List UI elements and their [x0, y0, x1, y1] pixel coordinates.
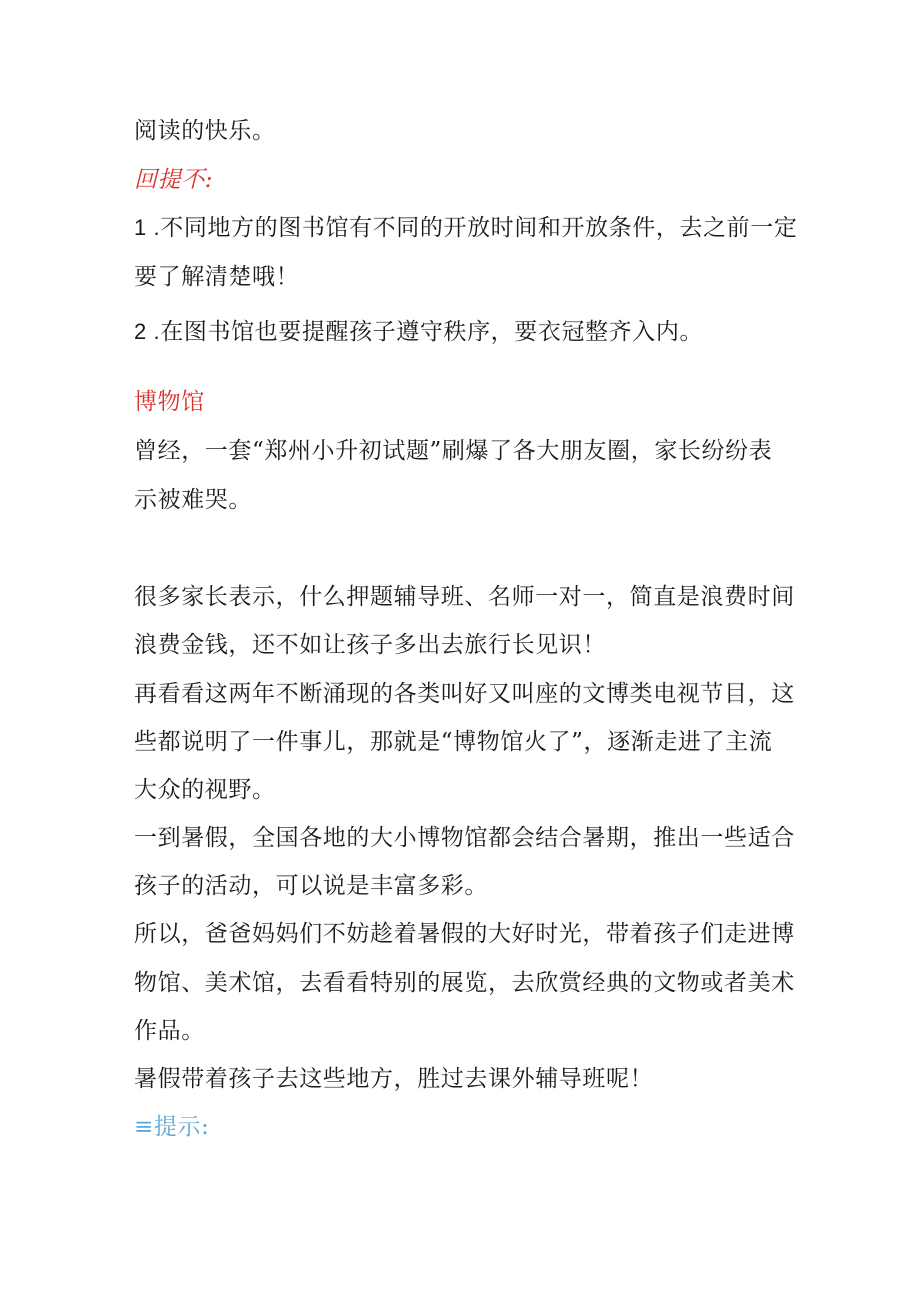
list-item-2: [134, 317, 703, 347]
list-number: 2 .: [134, 319, 161, 344]
paragraph-line: 些都说明了一件事儿，那就是“博物馆火了”，逐渐走进了主流: [134, 729, 773, 755]
list-item-1: [134, 213, 797, 243]
paragraph-line: 一到暑假，全国各地的大小博物馆都会结合暑期，推出一些适合: [134, 825, 795, 851]
list-number: 1 .: [134, 215, 161, 240]
paragraph-line: 孩子的活动，可以说是丰富多彩。: [134, 873, 488, 899]
paragraph-line: 作品。: [134, 1018, 205, 1044]
paragraph-line: 暑假带着孩子去这些地方，胜过去课外辅导班呢！: [134, 1066, 654, 1092]
tip-heading-blue: ≡提示:: [134, 1114, 210, 1140]
paragraph-line: 所以，爸爸妈妈们不妨趁着暑假的大好时光，带着孩子们走进博: [134, 921, 795, 947]
section-heading-museum: 博物馆: [134, 389, 205, 415]
paragraph-line: 浪费金钱，还不如让孩子多出去旅行长见识！: [134, 632, 606, 658]
paragraph-line: 阅读的快乐。: [134, 118, 276, 144]
paragraph-line: 很多家长表示，什么押题辅导班、名师一对一，简直是浪费时间: [134, 584, 795, 610]
list-item-1-continuation: 要了解清楚哦！: [134, 264, 300, 290]
tip-heading: 回提不:: [134, 167, 214, 193]
paragraph-line: 大众的视野。: [134, 777, 276, 803]
list-item-text: 不同地方的图书馆有不同的开放时间和开放条件，去之前一定: [160, 215, 798, 241]
list-item-text: 在图书馆也要提醒孩子遵守秩序，要衣冠整齐入内。: [160, 319, 704, 345]
paragraph-line: 物馆、美术馆，去看看特别的展览，去欣赏经典的文物或者美术: [134, 970, 795, 996]
paragraph-line: 曾经，一套“郑州小升初试题”刷爆了各大朋友圈，家长纷纷表: [134, 438, 773, 464]
paragraph-line: 示被难哭。: [134, 487, 252, 513]
paragraph-line: 再看看这两年不断涌现的各类叫好又叫座的文博类电视节目，这: [134, 681, 795, 707]
